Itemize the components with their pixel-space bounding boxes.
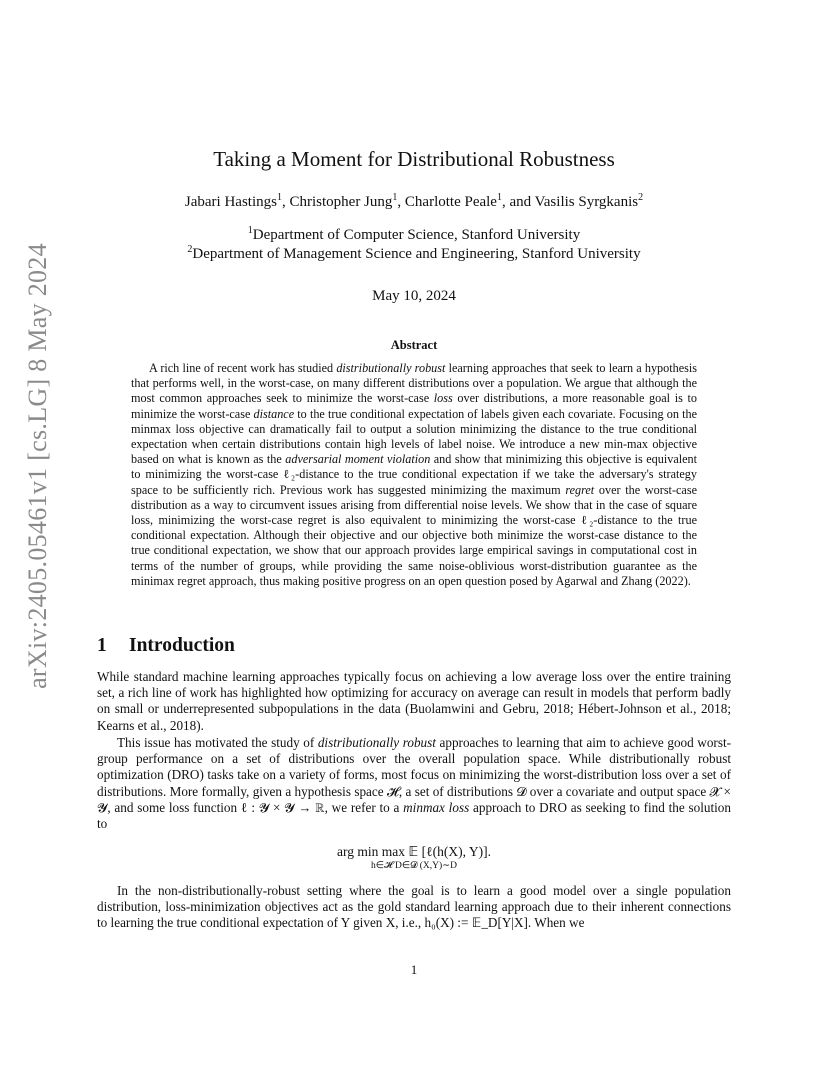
affiliation-2: [0, 244, 828, 263]
affiliation-mark: 1: [247, 225, 253, 236]
section-title: Introduction: [129, 635, 235, 656]
intro-paragraph-3: In the non-distributionally-robust setting where the goal is to learn a good model over a single population distribution, loss-minimization objectives act as the gold standard learning approach due to their inherent connections to learning the true conditional expectation of Y given X, i.e., h₀(X) := 𝔼_D[Y|X]. When we: [97, 883, 731, 931]
equation-subscripts: h∈𝓗 D∈𝓓 (X,Y)∼D: [370, 861, 457, 871]
author-affiliation-mark: 1: [496, 192, 502, 203]
section-number: 1: [97, 635, 107, 656]
affiliation-text: Department of Management Science and Engineering, Stanford University: [192, 246, 641, 262]
equation-body: [ℓ(h(X), Y)].: [421, 844, 491, 859]
arxiv-identifier: arXiv:2405.05461v1 [cs.LG] 8 May 2024: [23, 243, 52, 689]
author-affiliation-mark: 1: [276, 192, 282, 203]
minmax-equation: [0, 844, 828, 871]
equation-operator: arg min max 𝔼: [337, 844, 419, 859]
affiliation-mark: 2: [187, 244, 193, 255]
affiliation-text: Department of Computer Science, Stanford University: [252, 227, 581, 243]
author-name: Jabari Hastings: [184, 194, 277, 210]
author-name: Vasilis Syrgkanis: [534, 194, 639, 210]
paper-date: May 10, 2024: [372, 288, 456, 304]
abstract-body: A rich line of recent work has studied distributionally robust learning approaches that seek to learn a hypothesis that performs well, in the worst-case, on many different distributions over a population. We argue that although the most common approaches seek to minimize the worst-case loss over distributions, a more reasonable goal is to minimize the worst-case distance to the true conditional expectation of labels given each covariate. Focusing on the minmax loss objective can dramatically fail to output a solution minimizing the distance to the true conditional expectation when certain distributions contain high levels of label noise. We introduce a new min-max objective based on what is known as the adversarial moment violation and show that minimizing this objective is equivalent to minimizing the worst-case ℓ₂-distance to the true conditional expectation if we take the adversary's strategy space to be sufficiently rich. Previous work has suggested minimizing the maximum regret over the worst-case distribution as a way to circumvent issues arising from differential noise levels. We show that in the case of square loss, minimizing the worst-case regret is also equivalent to minimizing the worst-case ℓ₂-distance to the true conditional expectation. Although their objective and our objective both minimize the worst-case distance to the true conditional expectation, we show that our approach provides large empirical savings in computational cost in terms of the number of groups, while providing the same noise-oblivious worst-distribution guarantee as the minimax regret approach, thus making positive progress on an open question posed by Agarwal and Zhang (2022).: [131, 361, 697, 588]
intro-paragraph-2: This issue has motivated the study of distributionally robust approaches to learning that aim to achieve good worst-group performance on a set of distributions over the overall population space. While distributionally robust optimization (DRO) tasks take on a variety of forms, most focus on minimizing the worst-distribution loss over a set of distributions. More formally, given a hypothesis space 𝓗, a set of distributions 𝓓 over a covariate and output space 𝓧 × 𝓨, and some loss function ℓ : 𝓨 × 𝓨 → ℝ, we refer to a minmax loss approach to DRO as seeking to find the solution to: [97, 735, 732, 832]
section-heading: [97, 635, 235, 657]
paper-title: Taking a Moment for Distributional Robustness: [213, 147, 615, 171]
author-affiliation-mark: 1: [392, 192, 398, 203]
author-name: Charlotte Peale: [404, 194, 497, 210]
author-name: Christopher Jung: [289, 194, 393, 210]
page-number: 1: [410, 962, 418, 977]
intro-paragraph-1: While standard machine learning approaches typically focus on achieving a low average loss over the entire training set, a rich line of work has highlighted how optimizing for accuracy on average can result in models that perform badly on small or underrepresented subpopulations in the data (Buolamwini and Gebru, 2018; Hébert-Johnson et al., 2018; Kearns et al., 2018).: [97, 669, 731, 733]
author-affiliation-mark: 2: [638, 192, 644, 203]
abstract-heading: Abstract: [390, 338, 438, 352]
author-list: Jabari Hastings$^1$, Christopher Jung$^1$, Charlotte Peale$^1$, and Vasilis Syrgkanis$^2$: [184, 192, 644, 210]
affiliation-1: [0, 225, 828, 244]
